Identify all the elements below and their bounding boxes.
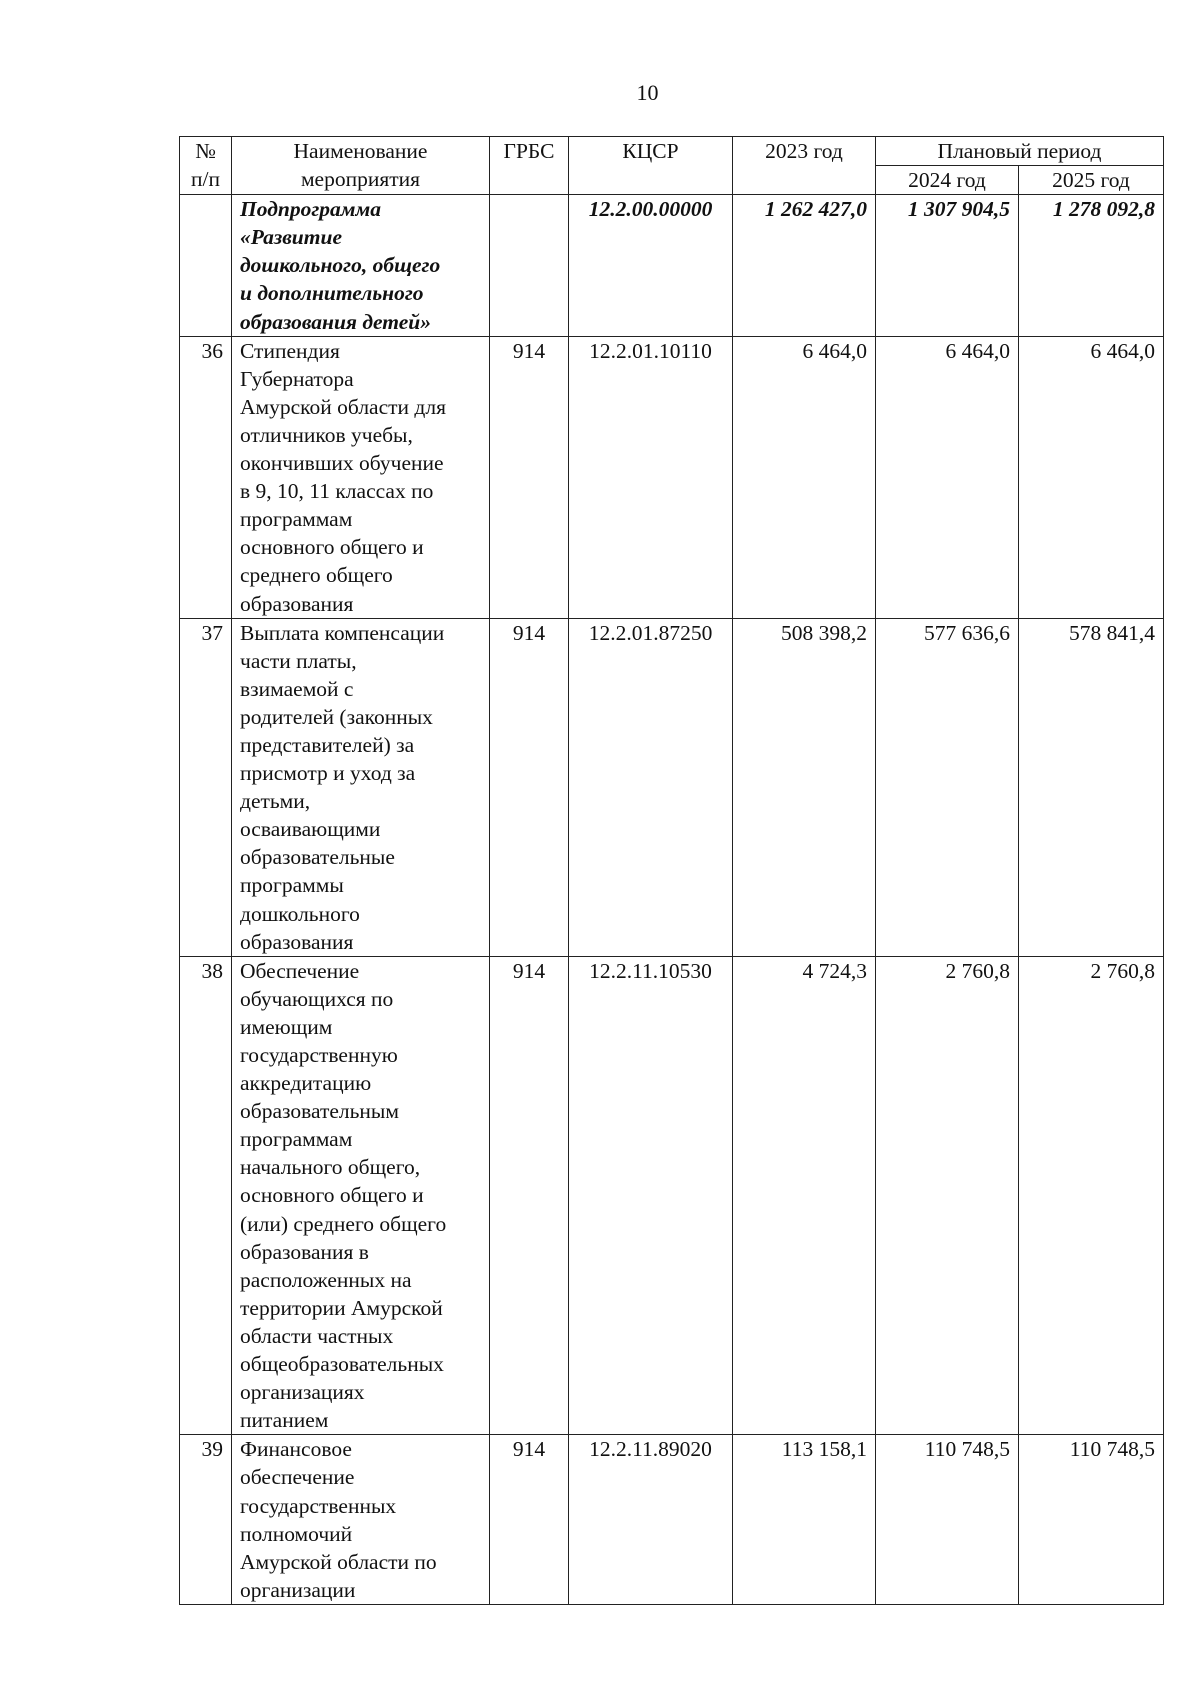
subprogram-name: Подпрограмма «Развитие дошкольного, общего и дополнительного образования детей» [232, 195, 490, 336]
row-name: Обеспечение обучающихся по имеющим государственную аккредитацию образовательным программам начального общего, основного общего и (или) среднего общего образования в расположенных на территории Амурской области частных общеобразовательных организациях питанием [232, 956, 490, 1435]
row-kcsr: 12.2.01.87250 [569, 618, 733, 956]
row-kcsr: 12.2.11.10530 [569, 956, 733, 1435]
row-number: 39 [180, 1435, 232, 1605]
header-kcsr: КЦСР [569, 137, 733, 195]
row-2023: 4 724,3 [733, 956, 876, 1435]
row-2024: 110 748,5 [876, 1435, 1019, 1605]
row-grbs: 914 [490, 1435, 569, 1605]
row-grbs: 914 [490, 618, 569, 956]
page-number: 10 [636, 80, 659, 105]
row-2024: 2 760,8 [876, 956, 1019, 1435]
row-2024: 577 636,6 [876, 618, 1019, 956]
subprogram-2023: 1 262 427,0 [733, 195, 876, 336]
table-row [180, 956, 1164, 1435]
header-planned-period: Плановый период [876, 137, 1164, 166]
row-grbs: 914 [490, 956, 569, 1435]
row-kcsr: 12.2.01.10110 [569, 336, 733, 618]
table-row [180, 1435, 1164, 1605]
header-name: Наименование мероприятия [232, 137, 490, 195]
header-no: № п/п [180, 137, 232, 195]
subprogram-grbs [490, 195, 569, 336]
subprogram-kcsr: 12.2.00.00000 [569, 195, 733, 336]
table-row [180, 336, 1164, 618]
row-2023: 508 398,2 [733, 618, 876, 956]
budget-table [179, 136, 1164, 1605]
row-number: 38 [180, 956, 232, 1435]
row-kcsr: 12.2.11.89020 [569, 1435, 733, 1605]
header-2023: 2023 год [733, 137, 876, 195]
subprogram-2025: 1 278 092,8 [1019, 195, 1164, 336]
row-name: Стипендия Губернатора Амурской области для отличников учебы, окончивших обучение в 9, 10, 11 классах по программам основного общего и среднего общего образования [232, 336, 490, 618]
table-row [180, 618, 1164, 956]
header-2025: 2025 год [1019, 166, 1164, 195]
row-2025: 578 841,4 [1019, 618, 1164, 956]
row-grbs: 914 [490, 336, 569, 618]
row-number: 36 [180, 336, 232, 618]
row-number: 37 [180, 618, 232, 956]
row-2023: 6 464,0 [733, 336, 876, 618]
row-name: Выплата компенсации части платы, взимаемой с родителей (законных представителей) за присмотр и уход за детьми, осваивающими образовательные программы дошкольного образования [232, 618, 490, 956]
header-2024: 2024 год [876, 166, 1019, 195]
row-2025: 6 464,0 [1019, 336, 1164, 618]
subprogram-2024: 1 307 904,5 [876, 195, 1019, 336]
subprogram-no [180, 195, 232, 336]
row-2024: 6 464,0 [876, 336, 1019, 618]
row-name: Финансовое обеспечение государственных полномочий Амурской области по организации [232, 1435, 490, 1605]
header-row-top [180, 137, 1164, 166]
header-grbs: ГРБС [490, 137, 569, 195]
subprogram-row [180, 195, 1164, 336]
row-2023: 113 158,1 [733, 1435, 876, 1605]
row-2025: 110 748,5 [1019, 1435, 1164, 1605]
row-2025: 2 760,8 [1019, 956, 1164, 1435]
